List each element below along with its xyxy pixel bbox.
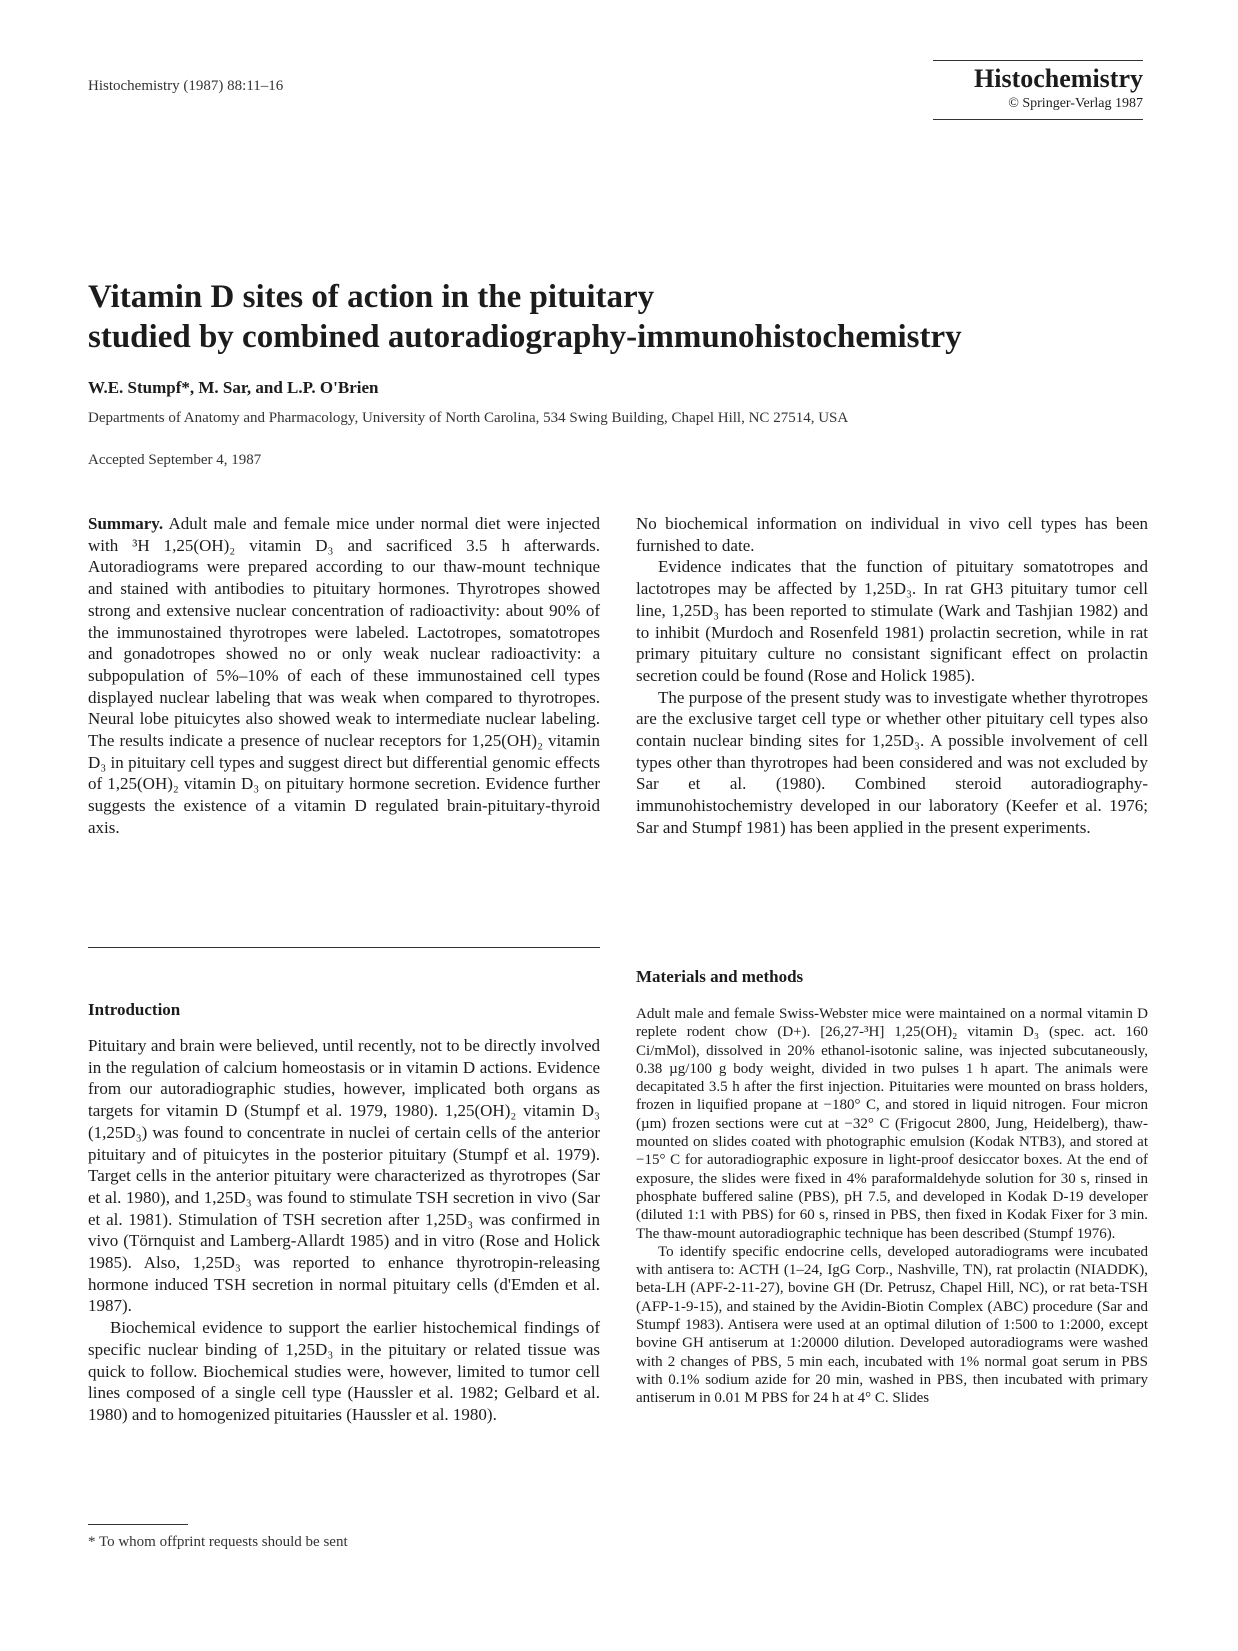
affiliation: Departments of Anatomy and Pharmacology, University of North Carolina, 534 Swing Building, Chapel Hill, NC 27514, USA — [88, 410, 849, 426]
accepted-date: Accepted September 4, 1987 — [88, 452, 262, 468]
footnote-rule — [88, 1524, 188, 1525]
methods-paragraph: Adult male and female Swiss-Webster mice were maintained on a normal vitamin D replete rodent chow (D+). [26,27-³H] 1,25(OH)₂ vitamin D₃ (spec. act. 160 Ci/mMol), dissolved in 20% ethanol-isotonic saline, was injected subcutaneously, 0.38 µg/100 g body weight, divided in two pulses 1 h apart. The animals were decapitated 3.5 h after the first injection. Pituitaries were mounted on brass holders, frozen in liquified propane at −180° C, and stored in liquid nitrogen. Four micron (µm) frozen sections were cut at −32° C (Frigocut 2800, Jung, Heidelberg), thaw-mounted on slides coated with photographic emulsion (Kodak NTB3), and stored at −15° C for autoradiographic exposure in light-proof desiccator boxes. At the end of exposure, the slides were fixed in 4% paraformaldehyde solution for 30 s, rinsed in phosphate buffered saline (PBS), pH 7.5, and developed in Kodak D-19 developer (diluted 1:1 with PBS) for 60 s, rinsed in PBS, then fixed in Kodak Fixer for 3 min. The thaw-mount autoradiographic technique has been described (Stumpf 1976). — [636, 1006, 1148, 1242]
journal-name: Histochemistry — [974, 64, 1143, 93]
materials-methods-heading: Materials and methods — [636, 967, 804, 986]
title-line-1: Vitamin D sites of action in the pituitary — [88, 279, 655, 315]
summary-block — [88, 513, 600, 839]
masthead-bottom-rule — [933, 119, 1143, 120]
introduction-paragraph: Biochemical evidence to support the earlier histochemical findings of specific nuclear binding of 1,25D₃ in the pituitary or related tissue was quick to follow. Biochemical studies were, however, limited to tumor cell lines composed of a single cell type (Haussler et al. 1982; Gelbard et al. 1980) and to homogenized pituitaries (Haussler et al. 1980). — [88, 1318, 600, 1424]
article-title — [88, 277, 1148, 357]
journal-copyright: © Springer-Verlag 1987 — [1008, 96, 1143, 111]
summary-heading: Summary. — [88, 514, 164, 533]
materials-methods-body — [636, 1005, 1148, 1408]
body-paragraph: Evidence indicates that the function of pituitary somatotropes and lactotropes may be affected by 1,25D₃. In rat GH3 pituitary tumor cell line, 1,25D₃ has been reported to stimulate (Wark and Tashjian 1982) and to inhibit (Murdoch and Rosenfeld 1981) prolactin secretion, while in rat primary pituitary culture no consistant significant effect on prolactin secretion could be found (Rose and Holick 1985). — [636, 557, 1148, 685]
introduction-heading: Introduction — [88, 1000, 181, 1019]
masthead-top-rule — [933, 60, 1143, 61]
footnote: * To whom offprint requests should be sent — [88, 1534, 348, 1550]
right-column-text — [636, 513, 1148, 839]
title-line-2: studied by combined autoradiography-immunohistochemistry — [88, 319, 962, 355]
author-list: W.E. Stumpf*, M. Sar, and L.P. O'Brien — [88, 378, 379, 397]
introduction-paragraph: Pituitary and brain were believed, until recently, not to be directly involved in the regulation of calcium homeostasis or in vitamin D actions. Evidence from our autoradiographic studies, however, implicated both organs as targets for vitamin D (Stumpf et al. 1979, 1980). 1,25(OH)₂ vitamin D₃ (1,25D₃) was found to concentrate in nuclei of certain cells of the anterior pituitary and of pituicytes in the posterior pituitary (Stumpf et al. 1979). Target cells in the anterior pituitary were characterized as thyrotropes (Sar et al. 1980), and 1,25D₃ was found to stimulate TSH secretion in vivo (Sar et al. 1981). Stimulation of TSH secretion after 1,25D₃ was confirmed in vivo (Törnquist and Lamberg-Allardt 1985) and in vitro (Rose and Holick 1985). Also, 1,25D₃ was reported to enhance thyrotropin-releasing hormone induced TSH secretion in normal pituitary cells (d'Emden et al. 1987). — [88, 1036, 600, 1316]
summary-text: Adult male and female mice under normal diet were injected with ³H 1,25(OH)₂ vitamin D₃ and sacrificed 3.5 h afterwards. Autoradiograms were prepared according to our thaw-mount technique and stained with antibodies to pituitary hormones. Thyrotropes showed strong and extensive nuclear concentration of radioactivity: about 90% of the immunostained thyrotropes were labeled. Lactotropes, somatotropes and gonadotropes showed no or only weak nuclear radioactivity: a subpopulation of 5%–10% of each of these immunostained cell types displayed nuclear labeling that was weak when compared to thyrotropes. Neural lobe pituicytes also showed weak to intermediate nuclear labeling. The results indicate a presence of nuclear receptors for 1,25(OH)₂ vitamin D₃ in pituitary cell types and suggest direct but differential genomic effects of 1,25(OH)₂ vitamin D₃ on pituitary hormone secretion. Evidence further suggests the existence of a vitamin D regulated brain-pituitary-thyroid axis. — [88, 514, 600, 837]
running-head: Histochemistry (1987) 88:11–16 — [88, 78, 284, 94]
summary-separator-rule — [88, 947, 600, 948]
body-paragraph: No biochemical information on individual in vivo cell types has been furnished to date. — [636, 514, 1148, 555]
body-paragraph: The purpose of the present study was to investigate whether thyrotropes are the exclusive target cell type or whether other pituitary cell types also contain nuclear binding sites for 1,25D₃. A possible involvement of cell types other than thyrotropes had been considered and was not excluded by Sar et al. (1980). Combined steroid autoradiography-immunohistochemistry developed in our laboratory (Keefer et al. 1976; Sar and Stumpf 1981) has been applied in the present experiments. — [636, 687, 1148, 837]
methods-paragraph: To identify specific endocrine cells, developed autoradiograms were incubated with antisera to: ACTH (1–24, IgG Corp., Nashville, TN), rat prolactin (NIADDK), beta-LH (APF-2-11-27), bovine GH (Dr. Petrusz, Chapel Hill, NC), or rat beta-TSH (AFP-1-9-15), and stained by the Avidin-Biotin Complex (ABC) procedure (Sar and Stumpf 1983). Antisera were used at an optimal dilution of 1:500 to 1:2000, except bovine GH antiserum at 1:20000 dilution. Developed autoradiograms were washed with 2 changes of PBS, 5 min each, incubated with 1% normal goat serum in PBS with 0.1% sodium azide for 20 min, washed in PBS, then incubated with primary antiserum in 0.01 M PBS for 24 h at 4° C. Slides — [636, 1243, 1148, 1407]
introduction-body — [88, 1035, 600, 1426]
journal-masthead — [933, 60, 1143, 120]
